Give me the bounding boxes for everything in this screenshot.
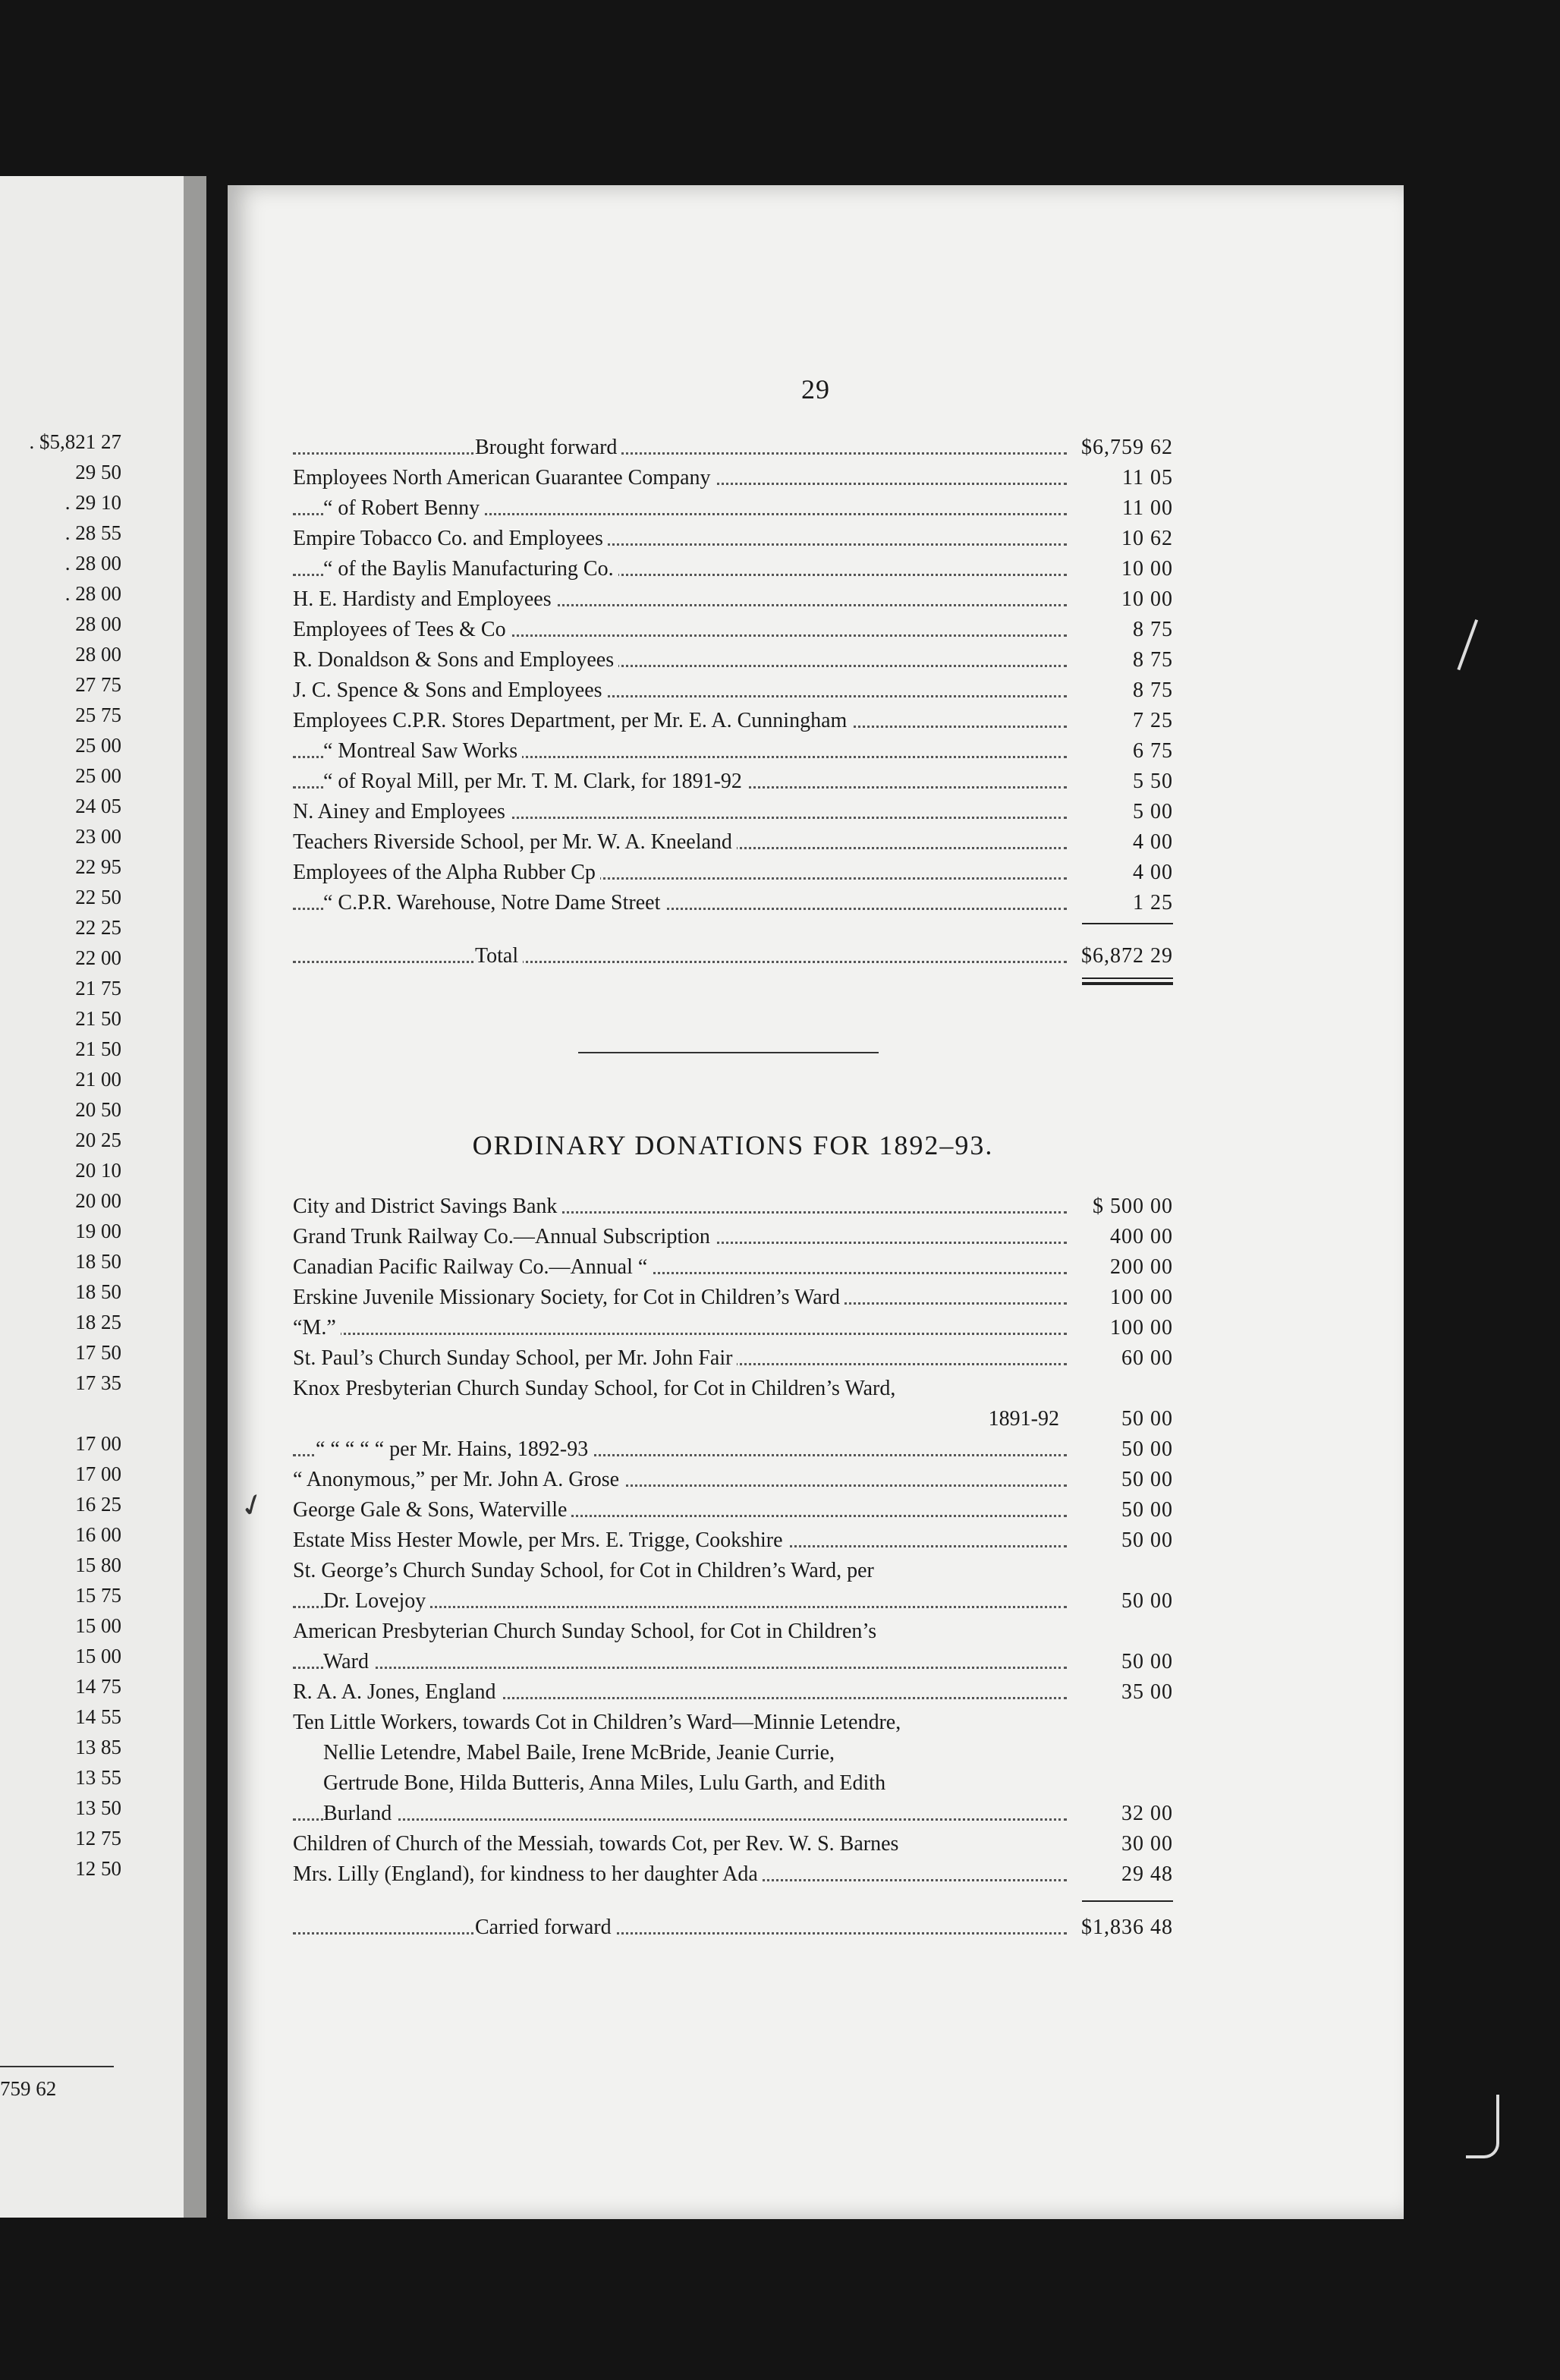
donation-amount: 400 00 <box>1110 1225 1173 1248</box>
donation-entry <box>293 645 1173 675</box>
donation-amount: 10 62 <box>1121 527 1173 550</box>
donation-amount: $1,836 48 <box>1081 1916 1173 1939</box>
leader-dots <box>293 1667 1067 1669</box>
donation-entry <box>293 1222 1173 1252</box>
donation-amount: 29 48 <box>1121 1862 1173 1886</box>
donation-entry <box>293 827 1173 858</box>
donation-amount: 50 00 <box>1121 1407 1173 1431</box>
previous-page-amount: . 28 00 <box>64 552 121 575</box>
previous-page-amount: 19 00 <box>75 1220 121 1242</box>
donor-name: Grand Trunk Railway Co.—Annual Subscription <box>293 1222 715 1252</box>
donation-entry <box>293 1647 1173 1677</box>
previous-page-amount: 13 85 <box>75 1736 121 1758</box>
previous-page-amount: 17 00 <box>75 1462 121 1485</box>
donation-entry <box>293 554 1173 584</box>
donation-amount: 60 00 <box>1121 1346 1173 1370</box>
donor-name: R. Donaldson & Sons and Employees <box>293 645 618 675</box>
donation-amount: $ 500 00 <box>1093 1195 1173 1218</box>
leader-dots <box>293 1818 1067 1821</box>
previous-page-amount: 15 00 <box>75 1645 121 1667</box>
donation-entry <box>293 1404 1173 1434</box>
donor-name: “ Montreal Saw Works <box>323 736 522 767</box>
previous-page-amount: 25 00 <box>75 764 121 787</box>
donation-entry <box>293 1617 1173 1647</box>
donation-amount: 50 00 <box>1121 1468 1173 1491</box>
donor-name: Employees of the Alpha Rubber Cp <box>293 858 600 888</box>
donor-name: Gertrude Bone, Hilda Butteris, Anna Miles, Lulu Garth, and Edith <box>323 1768 890 1799</box>
previous-page-amount: 23 00 <box>75 825 121 848</box>
previous-page-amount: 16 00 <box>75 1523 121 1546</box>
previous-page-amount: 17 50 <box>75 1341 121 1364</box>
donation-entry <box>293 524 1173 554</box>
previous-page-amount: 28 00 <box>75 643 121 666</box>
previous-page-amount: 13 50 <box>75 1796 121 1819</box>
donation-amount: 11 05 <box>1122 466 1173 490</box>
previous-page-amount: 28 00 <box>75 612 121 635</box>
previous-page-amount: 22 50 <box>75 886 121 908</box>
previous-page-amount: . 28 55 <box>64 521 121 544</box>
donation-entry <box>293 584 1173 615</box>
donation-entry <box>293 767 1173 797</box>
total-double-rule <box>1082 978 1173 979</box>
donation-amount: 1 25 <box>1133 891 1173 915</box>
previous-page-amount: 22 25 <box>75 916 121 939</box>
donor-name: “M.” <box>293 1313 341 1343</box>
donations-list-continued <box>293 433 1173 985</box>
donation-entry <box>293 1586 1173 1617</box>
donation-amount: 8 75 <box>1133 648 1173 672</box>
donation-amount: 100 00 <box>1110 1316 1173 1340</box>
donation-amount: 6 75 <box>1133 739 1173 763</box>
donation-entry <box>293 1799 1173 1829</box>
donor-name: Knox Presbyterian Church Sunday School, for Cot in Children’s Ward, <box>293 1374 900 1404</box>
leader-dots <box>293 1932 1067 1935</box>
donor-name: Mrs. Lilly (England), for kindness to her daughter Ada <box>293 1859 763 1890</box>
donation-entry <box>293 1313 1173 1343</box>
margin-mark <box>1457 619 1483 672</box>
donation-entry <box>293 1465 1173 1495</box>
donation-amount: $6,759 62 <box>1081 436 1173 459</box>
donation-amount: 5 00 <box>1133 800 1173 823</box>
previous-page-amount: 12 50 <box>75 1857 121 1880</box>
donation-amount: 30 00 <box>1121 1832 1173 1856</box>
previous-page-amounts-column <box>0 427 121 1884</box>
previous-page-amount: 16 25 <box>75 1493 121 1516</box>
donation-amount: 200 00 <box>1110 1255 1173 1279</box>
donation-entry <box>293 706 1173 736</box>
donor-name: Burland <box>323 1799 396 1829</box>
donor-name: Empire Tobacco Co. and Employees <box>293 524 608 554</box>
donor-name: St. George’s Church Sunday School, for Cot in Children’s Ward, per <box>293 1556 879 1586</box>
donor-name: 1891-92 <box>984 1404 1059 1434</box>
donor-name: Erskine Juvenile Missionary Society, for Cot in Children’s Ward <box>293 1283 844 1313</box>
previous-page-amount: 20 25 <box>75 1129 121 1151</box>
donation-amount: 50 00 <box>1121 1437 1173 1461</box>
donor-name: Estate Miss Hester Mowle, per Mrs. E. Trigge, Cookshire <box>293 1525 788 1556</box>
donation-entry <box>293 1495 1173 1525</box>
donor-name: “ C.P.R. Warehouse, Notre Dame Street <box>323 888 665 918</box>
section-heading: ORDINARY DONATIONS FOR 1892–93. <box>472 1130 994 1160</box>
donor-name: Employees North American Guarantee Company <box>293 463 716 493</box>
previous-page-amount: 17 35 <box>75 1371 121 1394</box>
previous-page-amount: . 28 00 <box>64 582 121 605</box>
previous-page-amount: 21 00 <box>75 1068 121 1091</box>
donation-entry <box>293 433 1173 463</box>
donation-amount: 4 00 <box>1133 861 1173 884</box>
previous-page-amount: 18 50 <box>75 1250 121 1273</box>
donation-amount: 8 75 <box>1133 618 1173 641</box>
previous-page-amount: 15 75 <box>75 1584 121 1607</box>
donor-name: Total <box>475 941 523 971</box>
donor-name: “ Anonymous,” per Mr. John A. Grose <box>293 1465 624 1495</box>
donation-entry <box>293 1525 1173 1556</box>
donor-name: Nellie Letendre, Mabel Baile, Irene McBride, Jeanie Currie, <box>323 1738 839 1768</box>
donor-name: Carried forward <box>475 1912 616 1943</box>
donor-name: “ “ “ “ “ per Mr. Hains, 1892-93 <box>316 1434 593 1465</box>
previous-page-amount: 12 75 <box>75 1827 121 1850</box>
donor-name: Brought forward <box>475 433 621 463</box>
previous-page-fragment <box>0 176 206 2218</box>
donation-amount: $6,872 29 <box>1081 944 1173 968</box>
donation-amount: 35 00 <box>1121 1680 1173 1704</box>
donation-entry <box>293 1283 1173 1313</box>
donor-name: Employees C.P.R. Stores Department, per Mr. E. A. Cunningham <box>293 706 851 736</box>
donation-amount: 10 00 <box>1121 587 1173 611</box>
check-mark-annotation: ✓ <box>234 1484 271 1526</box>
donation-entry <box>293 1677 1173 1708</box>
donation-amount: 50 00 <box>1121 1498 1173 1522</box>
donor-name: American Presbyterian Church Sunday School, for Cot in Children’s <box>293 1617 881 1647</box>
previous-page-amount: 25 75 <box>75 704 121 726</box>
donor-name: St. Paul’s Church Sunday School, per Mr. John Fair <box>293 1343 737 1374</box>
previous-page-amount: 15 00 <box>75 1614 121 1637</box>
donation-entry <box>293 493 1173 524</box>
donation-amount: 50 00 <box>1121 1528 1173 1552</box>
donor-name: George Gale & Sons, Waterville <box>293 1495 571 1525</box>
donor-name: “ of the Baylis Manufacturing Co. <box>323 554 618 584</box>
donation-amount: 10 00 <box>1121 557 1173 581</box>
previous-page-amount: 17 00 <box>75 1432 121 1455</box>
donation-amount: 7 25 <box>1133 709 1173 732</box>
previous-page-amount: 21 75 <box>75 977 121 1000</box>
donor-name: R. A. A. Jones, England <box>293 1677 501 1708</box>
donation-entry <box>293 736 1173 767</box>
donation-amount: 50 00 <box>1121 1589 1173 1613</box>
previous-page-amount: 15 80 <box>75 1554 121 1576</box>
donation-entry <box>293 888 1173 918</box>
leader-dots <box>293 1333 1067 1335</box>
donation-entry <box>293 858 1173 888</box>
previous-page-amount: 27 75 <box>75 673 121 696</box>
previous-page-amount: 20 00 <box>75 1189 121 1212</box>
donation-entry <box>293 797 1173 827</box>
previous-page-amount: 24 05 <box>75 795 121 817</box>
ordinary-donations-list <box>293 1192 1173 1943</box>
total-double-rule <box>1082 982 1173 985</box>
previous-page-amount: 20 50 <box>75 1098 121 1121</box>
donation-amount: 32 00 <box>1121 1802 1173 1825</box>
donor-name: H. E. Hardisty and Employees <box>293 584 556 615</box>
donor-name: Ward <box>323 1647 373 1677</box>
page-number: 29 <box>801 374 830 405</box>
donation-entry <box>293 1374 1173 1404</box>
donation-entry <box>293 463 1173 493</box>
total-row <box>293 941 1173 971</box>
donor-name: Ten Little Workers, towards Cot in Children’s Ward—Minnie Letendre, <box>293 1708 905 1738</box>
donation-amount: 8 75 <box>1133 678 1173 702</box>
donation-amount: 5 50 <box>1133 770 1173 793</box>
donor-name: City and District Savings Bank <box>293 1192 561 1222</box>
donation-entry <box>293 1738 1173 1768</box>
previous-page-amount: . 29 10 <box>64 491 121 514</box>
donor-name: “ of Robert Benny <box>323 493 484 524</box>
previous-page-amount: 22 00 <box>75 946 121 969</box>
previous-page-total: 759 62 <box>0 2077 57 2100</box>
donor-name: Children of Church of the Messiah, towards Cot, per Rev. W. S. Barnes <box>293 1829 903 1859</box>
previous-page-amount: 13 55 <box>75 1766 121 1789</box>
previous-page-amount: 29 50 <box>75 461 121 483</box>
donation-entry <box>293 1252 1173 1283</box>
donor-name: J. C. Spence & Sons and Employees <box>293 675 607 706</box>
margin-mark <box>1466 2095 1499 2158</box>
previous-page-amount: 20 10 <box>75 1159 121 1182</box>
donation-entry <box>293 1556 1173 1586</box>
previous-page-amount: 14 55 <box>75 1705 121 1728</box>
previous-page-amount: 18 25 <box>75 1311 121 1333</box>
donation-entry <box>293 615 1173 645</box>
donation-entry <box>293 1859 1173 1890</box>
previous-page-amount: 21 50 <box>75 1007 121 1030</box>
section-divider <box>578 1052 879 1053</box>
donor-name: Canadian Pacific Railway Co.—Annual “ <box>293 1252 652 1283</box>
donor-name: Dr. Lovejoy <box>323 1586 430 1617</box>
previous-page-amount: 22 95 <box>75 855 121 878</box>
donation-amount: 11 00 <box>1122 496 1173 520</box>
previous-page-amount: 18 50 <box>75 1280 121 1303</box>
previous-page-amount: 14 75 <box>75 1675 121 1698</box>
donation-entry <box>293 1192 1173 1222</box>
donation-amount: 50 00 <box>1121 1650 1173 1673</box>
leader-dots <box>293 961 1067 963</box>
donation-entry <box>293 1434 1173 1465</box>
donor-name: “ of Royal Mill, per Mr. T. M. Clark, for 1891-92 <box>323 767 747 797</box>
leader-dots <box>293 452 1067 455</box>
carried-forward-row <box>293 1912 1173 1943</box>
donation-entry <box>293 675 1173 706</box>
donation-entry <box>293 1768 1173 1799</box>
donor-name: Employees of Tees & Co <box>293 615 511 645</box>
donor-name: Teachers Riverside School, per Mr. W. A. Kneeland <box>293 827 737 858</box>
donor-name: N. Ainey and Employees <box>293 797 510 827</box>
previous-page-amount: 25 00 <box>75 734 121 757</box>
previous-page-amount: 21 50 <box>75 1037 121 1060</box>
previous-page-amount <box>0 1398 121 1428</box>
previous-page-amount: . $5,821 27 <box>29 430 121 453</box>
previous-page-total-rule <box>0 2066 114 2067</box>
donation-entry <box>293 1829 1173 1859</box>
donation-amount: 100 00 <box>1110 1286 1173 1309</box>
donation-amount: 4 00 <box>1133 830 1173 854</box>
donation-entry <box>293 1343 1173 1374</box>
donation-entry <box>293 1708 1173 1738</box>
